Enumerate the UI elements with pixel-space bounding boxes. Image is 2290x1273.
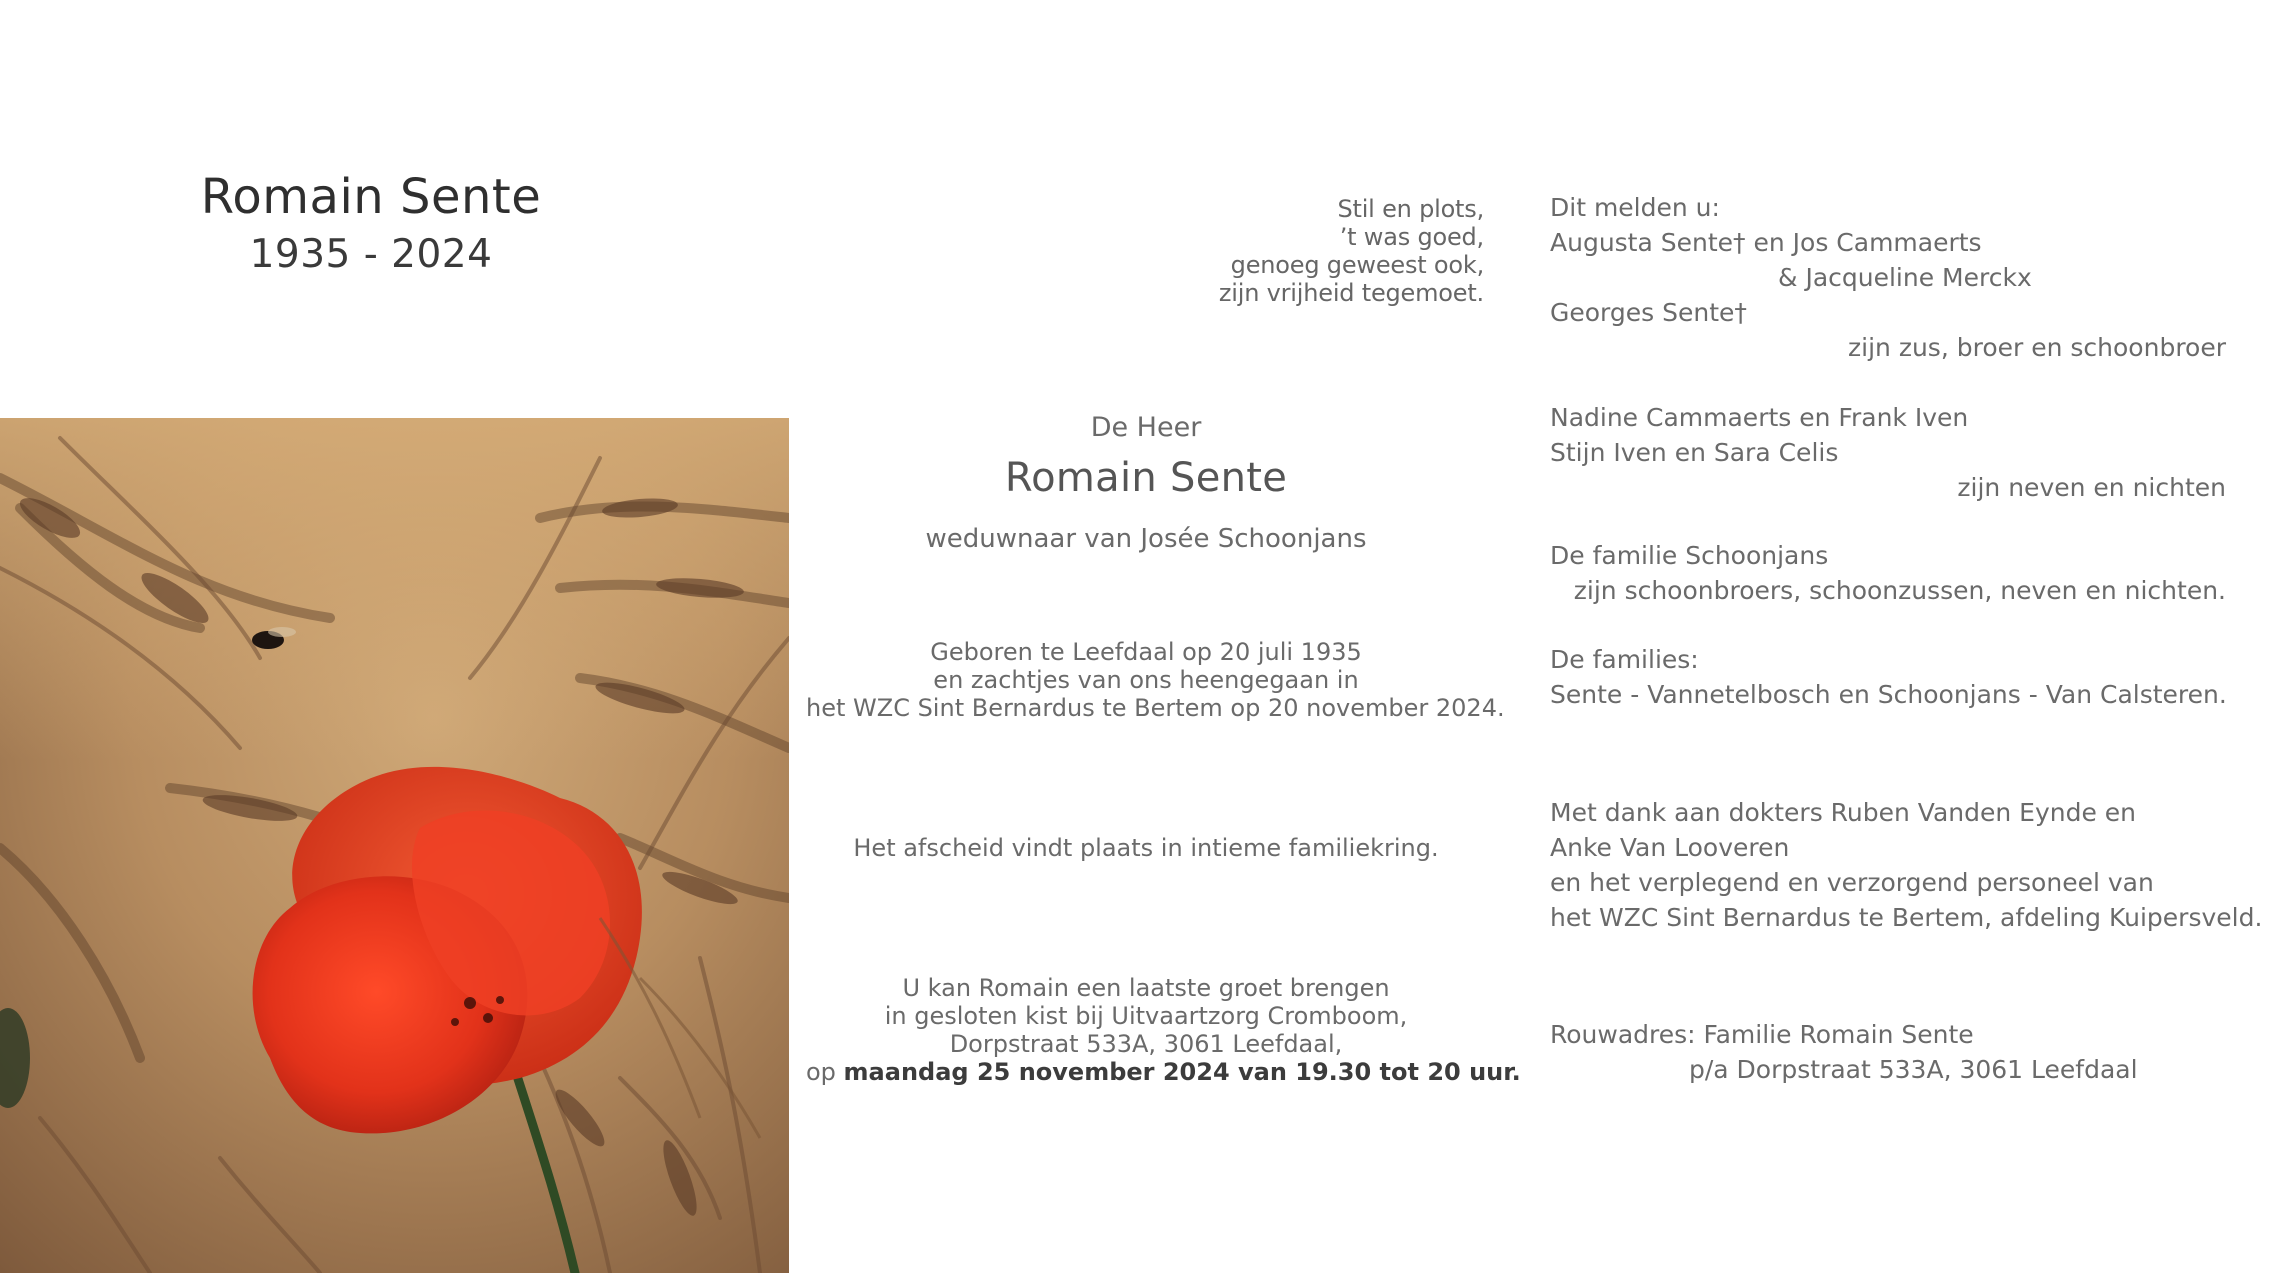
families-names: Sente - Vannetelbosch en Schoonjans - Van Calsteren. (1550, 680, 2227, 709)
birth-line: Geboren te Leefdaal op 20 juli 1935 (930, 638, 1362, 666)
cousin-line: Stijn Iven en Sara Celis (1550, 438, 1839, 467)
cover-years: 1935 - 2024 (249, 232, 493, 277)
sibling-line: Augusta Sente† en Jos Cammaerts (1550, 228, 1982, 257)
mourning-address-label: Rouwadres: Familie Romain Sente (1550, 1020, 1974, 1049)
visit-date-time: maandag 25 november 2024 van 19.30 tot 20 uur. (843, 1058, 1521, 1086)
thanks-line: en het verplegend en verzorgend personeel van (1550, 868, 2154, 897)
schoonjans-role: zijn schoonbroers, schoonzussen, neven en nichten. (1573, 576, 2226, 605)
poem-line: genoeg geweest ook, (1230, 251, 1484, 279)
mourning-address (1550, 1017, 2226, 1087)
honorific: De Heer (1090, 412, 1202, 443)
red-poppy-photo (0, 418, 789, 1273)
cousins-role: zijn neven en nichten (1957, 473, 2226, 502)
thanks-line: Met dank aan dokters Ruben Vanden Eynde en (1550, 798, 2137, 827)
thanks-line: Anke Van Looveren (1550, 833, 1790, 862)
deceased-name: Romain Sente (1004, 455, 1288, 501)
visit-line: U kan Romain een laatste groet brengen (902, 974, 1390, 1002)
visit-date-line (806, 1058, 1521, 1086)
cover-name: Romain Sente (200, 169, 542, 225)
thanks-block (1550, 795, 2263, 935)
farewell-notice: Het afscheid vindt plaats in intieme familiekring. (853, 834, 1439, 862)
widower-line: weduwnaar van Josée Schoonjans (925, 524, 1367, 554)
cousins-block (1550, 400, 2226, 505)
poem (1219, 195, 1484, 307)
sibling-line: & Jacqueline Merckx (1778, 263, 2032, 292)
sibling-line: Georges Sente† (1550, 298, 1747, 327)
cousin-line: Nadine Cammaerts en Frank Iven (1550, 403, 1969, 432)
visitation-details (806, 974, 1521, 1086)
visit-line: in gesloten kist bij Uitvaartzorg Cromboom, (884, 1002, 1408, 1030)
visit-prefix: op (806, 1058, 844, 1086)
passing-place-line: het WZC Sint Bernardus te Bertem op 20 november 2024. (806, 694, 1505, 722)
thanks-line: het WZC Sint Bernardus te Bertem, afdeling Kuipersveld. (1550, 903, 2263, 932)
families-label: De families: (1550, 645, 1699, 674)
mourning-address-street: p/a Dorpstraat 533A, 3061 Leefdaal (1689, 1055, 2138, 1084)
announcers-intro: Dit melden u: (1550, 193, 1720, 222)
siblings-role: zijn zus, broer en schoonbroer (1848, 333, 2226, 362)
families-block (1550, 642, 2226, 712)
passing-line: en zachtjes van ons heengegaan in (933, 666, 1359, 694)
schoonjans-block (1550, 538, 2226, 608)
birth-death-details (806, 638, 1505, 722)
poem-line: ’t was goed, (1339, 223, 1484, 251)
family-announcers (1550, 190, 2226, 365)
schoonjans-family: De familie Schoonjans (1550, 541, 1829, 570)
poem-line: zijn vrijheid tegemoet. (1218, 279, 1484, 307)
poem-line: Stil en plots, (1337, 195, 1484, 223)
visit-line: Dorpstraat 533A, 3061 Leefdaal, (949, 1030, 1343, 1058)
